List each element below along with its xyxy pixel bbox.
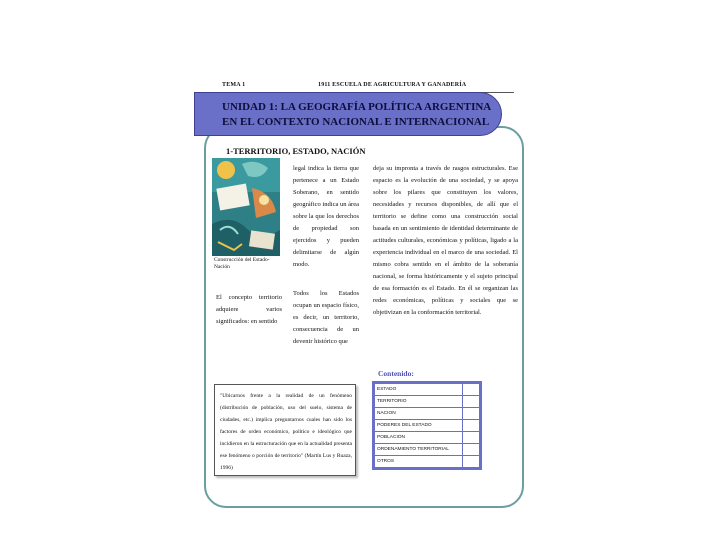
- checkbox-cell[interactable]: [463, 432, 481, 444]
- body-paragraph-mid-bottom: Todos los Estados ocupan un espacio físico, es decir, un territorio, consecuencia de un devenir histórico que: [293, 290, 359, 345]
- table-row: [374, 396, 481, 408]
- quote-text: "Ubicarnos frente a la realidad de un fenómeno (distribución de población, uso del suelo, sistema de ciudades, etc.) implica preguntarnos cuales han sido los factores de orden económico, político e ideológico que incidieron en la estructuración que en la actualidad presenta ese fenómeno o porción de territorio" (Martín Lus y Ruaza, 1996): [220, 393, 352, 471]
- table-row: [374, 383, 481, 396]
- checkbox-cell[interactable]: [463, 420, 481, 432]
- contenido-label: Contenido:: [378, 369, 414, 378]
- unit-banner: [194, 92, 502, 136]
- body-paragraph-left: El concepto territorio adquiere varios significados: en sentido: [216, 294, 282, 325]
- checkbox-cell[interactable]: [463, 456, 481, 469]
- checkbox-cell[interactable]: [463, 396, 481, 408]
- table-row: [374, 408, 481, 420]
- table-row: [374, 456, 481, 469]
- unit-title-line1: UNIDAD 1: LA GEOGRAFÍA POLÍTICA ARGENTINA: [222, 101, 492, 113]
- contenido-item: OTROS: [374, 456, 463, 469]
- contenido-item: NACION: [374, 408, 463, 420]
- table-row: [374, 432, 481, 444]
- unit-title-line2: EN EL CONTEXTO NACIONAL E INTERNACIONAL: [222, 116, 490, 128]
- contenido-item: TERRITORIO: [374, 396, 463, 408]
- table-row: [374, 420, 481, 432]
- contenido-table: [372, 381, 482, 470]
- contenido-item: POBLACION: [374, 432, 463, 444]
- header-right: 1911 ESCUELA DE AGRICULTURA Y GANADERÍA: [318, 82, 467, 88]
- section-title: 1-TERRITORIO, ESTADO, NACIÓN: [226, 146, 366, 156]
- body-paragraph-mid-top: legal indica la tierra que pertenece a un Estado Soberano, en sentido geográfico indica un área sobre la que los derechos de propiedad son ejercidos y pueden delimitarse de algún modo.: [293, 165, 359, 268]
- checkbox-cell[interactable]: [463, 408, 481, 420]
- body-paragraph-right: deja su impronta a través de rasgos estructurales. Ese espacio es la evolución de una sociedad, y se apoya sobre los pilares que constituyen los valores, necesidades y recursos disponibles, de allí que el territorio se define como una construcción social basada en un sentimiento de identidad determinante de actitudes culturales, económicas y políticas, ligado a la experiencia individual en el marco de una sociedad. El mismo cobra sentido en el ámbito de la soberanía nacional, se forma históricamente y el sujeto principal de esa formación es el Estado. En él se organizan las redes económicas, políticas y sociales que se objetivizan en la conformación territorial.: [373, 165, 518, 316]
- illustration-caption: Construcción del Estado-Nación: [214, 257, 270, 270]
- contenido-item: ESTADO: [374, 383, 463, 396]
- geography-collage-icon: [212, 158, 280, 256]
- checkbox-cell[interactable]: [463, 383, 481, 396]
- contenido-item: ORDENAMIENTO TERRITORIAL: [374, 444, 463, 456]
- header-left: TEMA 1: [222, 82, 246, 88]
- checkbox-cell[interactable]: [463, 444, 481, 456]
- contenido-item: PODERES DEL ESTADO: [374, 420, 463, 432]
- table-row: [374, 444, 481, 456]
